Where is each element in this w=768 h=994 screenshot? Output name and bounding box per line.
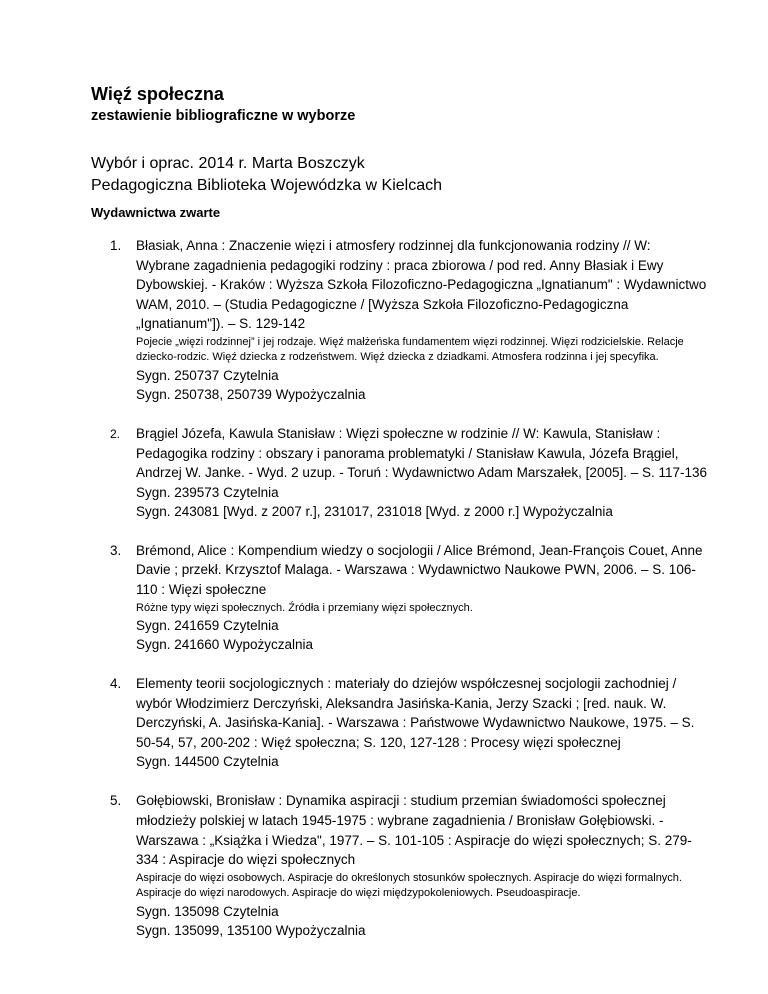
page-subtitle: zestawienie bibliograficzne w wyborze	[91, 108, 356, 124]
entry-citation: Gołębiowski, Bronisław : Dynamika aspiracji : studium przemian świadomości społecznej młodzieży polskiej w latach 1945-1975 : wybrane zagadnienia / Bronisław Gołębiowski. - Warszawa : „Książka i Wiedza", 1977. – S. 101-105 : Aspiracje do więzi społecznych; S. 279-334 : Aspiracje do więzi społecznych	[136, 793, 692, 868]
entry-number: 5.	[110, 793, 122, 809]
page-title: Więź społeczna	[91, 84, 224, 104]
shelf-mark: Sygn. 135099, 135100 Wypożyczalnia	[136, 922, 366, 938]
entry-citation: Błasiak, Anna : Znaczenie więzi i atmosfery rodzinnej dla funkcjonowania rodziny // W: Wybrane zagadnienia pedagogiki rodziny : praca zbiorowa / pod red. Anny Błasiak i Ewy Dybowskiej. - Kraków : Wyższa Szkoła Filozoficzno-Pedagogiczna „Ignatianum" : Wydawnictwo WAM, 2010. – (Studia Pedagogiczne / [Wyższa Szkoła Filozoficzno-Pedagogiczna „Ignatianum"]). – S. 129-142	[136, 238, 707, 332]
entry-number: 2.	[110, 426, 121, 441]
bibliography-list	[0, 236, 768, 960]
entry-annotation: Różne typy więzi społecznych. Źródła i przemiany więzi społecznych.	[136, 601, 473, 614]
section-heading: Wydawnictwa zwarte	[91, 205, 221, 220]
entry-number: 3.	[110, 542, 122, 558]
shelf-mark: Sygn. 241659 Czytelnia	[136, 618, 279, 634]
entry-number: 4.	[110, 676, 122, 692]
entry-annotation: Pojecie „więzi rodzinnej” i jej rodzaje. Więź małżeńska fundamentem więzi rodzinnej. Więzi rodzicielskie. Relacje dziecko-rodzic. Więź dziecka z rodzeństwem. Więź dziecka z dziadkami. Atmosfera rodzinna i jej specyfika.	[136, 335, 684, 364]
shelf-mark: Sygn. 250738, 250739 Wypożyczalnia	[136, 386, 366, 402]
compiler-line: Wybór i oprac. 2014 r. Marta Boszczyk	[91, 155, 365, 172]
bibliography-entry	[0, 541, 768, 654]
bibliography-entry	[0, 424, 768, 521]
shelf-mark: Sygn. 239573 Czytelnia	[136, 484, 279, 500]
entry-citation: Elementy teorii socjologicznych : materiały do dziejów współczesnej socjologii zachodniej / wybór Włodzimierz Derczyński, Aleksandra Jasińska-Kania, Jerzy Szacki ; [red. nauk. W. Derczyński, A. Jasińska-Kania]. - Warszawa : Państwowe Wydawnictwo Naukowe, 1975. – S. 50-54, 57, 200-202 : Więź społeczna; S. 120, 127-128 : Procesy więzi społecznej	[136, 676, 695, 750]
bibliography-entry	[0, 791, 768, 939]
shelf-mark: Sygn. 135098 Czytelnia	[136, 903, 279, 919]
entry-citation: Brémond, Alice : Kompendium wiedzy o socjologii / Alice Brémond, Jean-François Couet, Anne Davie ; przekł. Krzysztof Malaga. - Warszawa : Wydawnictwo Naukowe PWN, 2006. – S. 106-110 : Więzi społeczne	[136, 542, 703, 597]
entry-number: 1.	[110, 238, 122, 253]
entry-annotation: Aspiracje do więzi osobowych. Aspiracje do określonych stosunków społecznych. Aspiracje do więzi formalnych. Aspiracje do więzi narodowych. Aspiracje do więzi międzypokoleniowych. Pseudoaspiracje.	[136, 871, 682, 900]
shelf-mark: Sygn. 243081 [Wyd. z 2007 r.], 231017, 231018 [Wyd. z 2000 r.] Wypożyczalnia	[136, 503, 613, 519]
shelf-mark: Sygn. 250737 Czytelnia	[136, 367, 279, 383]
shelf-mark: Sygn. 144500 Czytelnia	[136, 754, 279, 770]
institution-line: Pedagogiczna Biblioteka Wojewódzka w Kielcach	[91, 177, 443, 194]
compiler-info	[91, 153, 442, 197]
bibliography-entry	[0, 236, 768, 404]
bibliography-entry	[0, 674, 768, 771]
entry-citation: Brągiel Józefa, Kawula Stanisław : Więzi społeczne w rodzinie // W: Kawula, Stanisław : Pedagogika rodziny : obszary i panorama problematyki / Stanisław Kawula, Józefa Brągiel, Andrzej W. Janke. - Wyd. 2 uzup. - Toruń : Wydawnictwo Adam Marszałek, [2005]. – S. 117-136	[136, 425, 708, 481]
shelf-mark: Sygn. 241660 Wypożyczalnia	[136, 637, 313, 653]
